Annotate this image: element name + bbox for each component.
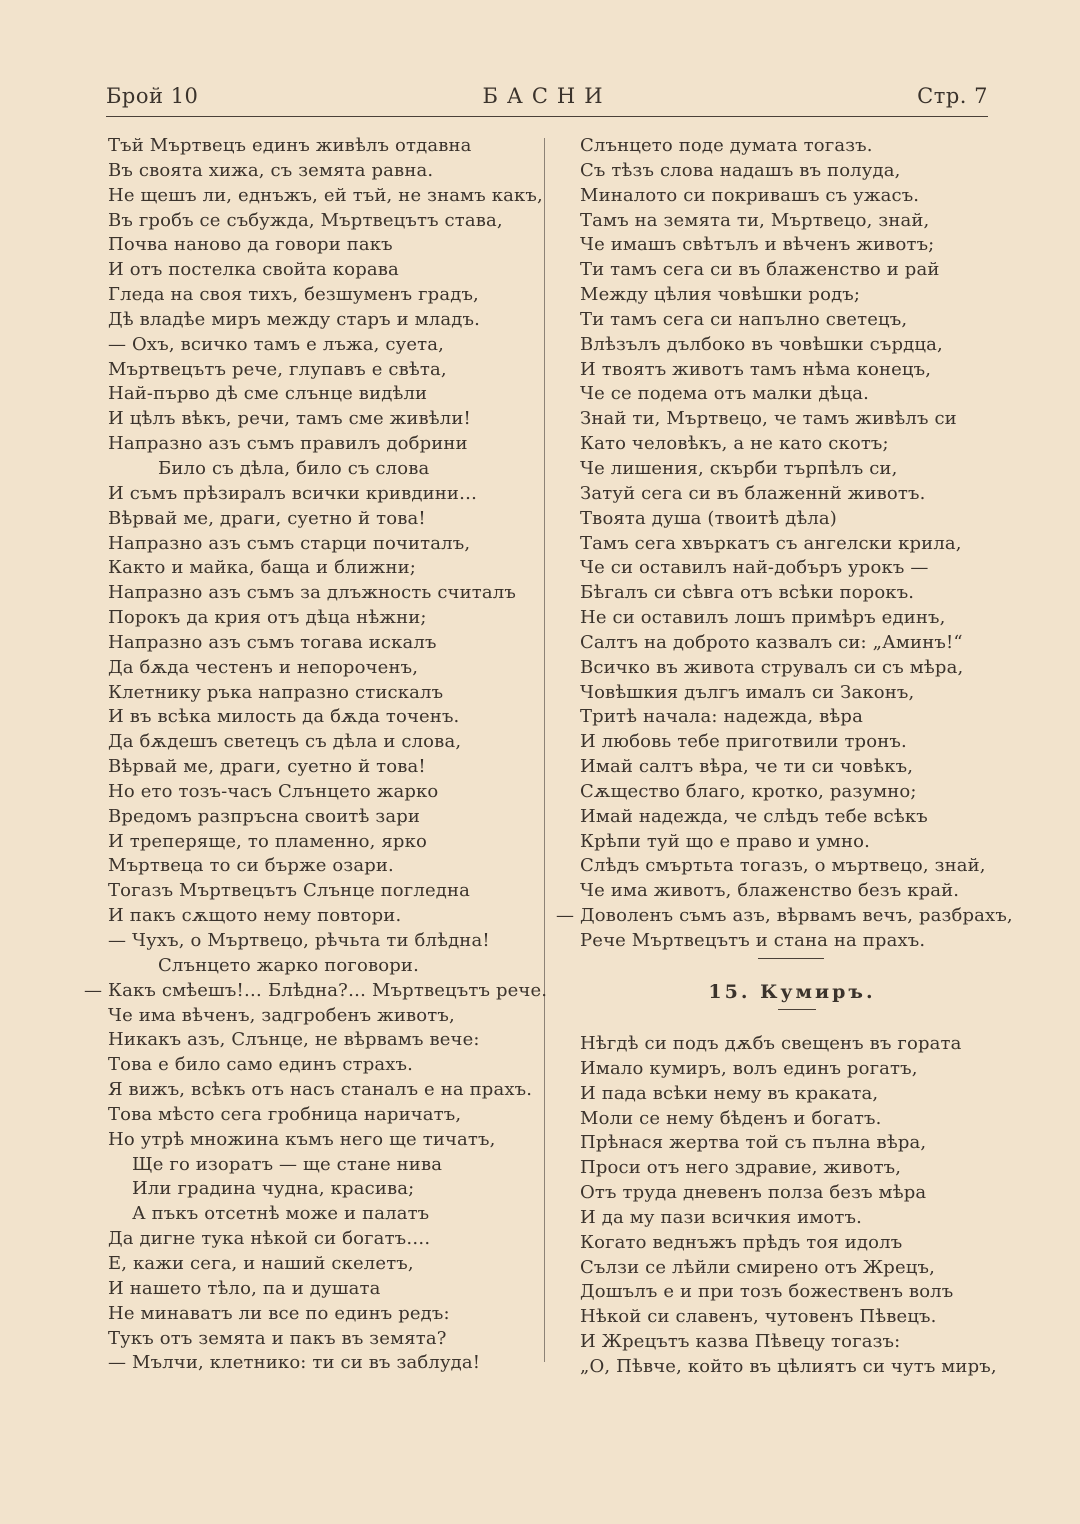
running-title: БАСНИ	[482, 84, 612, 108]
verse-line: Но ето тозъ-часъ Слънцето жарко	[108, 780, 439, 802]
page-header	[106, 82, 988, 117]
verse-line: Съ тѣзъ слова надашъ въ полуда,	[580, 159, 901, 181]
verse-line: Ще го изоратъ — ще стане нива	[132, 1153, 443, 1175]
verse-line: Бѣгалъ си сѣвга отъ всѣки порокъ.	[580, 582, 915, 604]
verse-line: Че си оставилъ най-добъръ урокъ —	[580, 557, 929, 579]
verse-line: И пада всѣки нему въ краката,	[580, 1082, 879, 1104]
verse-line: Слѣдъ смъртьта тогазъ, о мъртвецо, знай,	[580, 855, 986, 877]
verse-line: Както и майка, баща и ближни;	[108, 557, 417, 579]
verse-line: Когато веднъжъ прѣдъ тоя идолъ	[580, 1231, 903, 1253]
verse-line: Гледа на своя тихъ, безшуменъ градъ,	[108, 284, 479, 306]
verse-line: — Доволенъ съмъ азъ, вѣрвамъ вечъ, разбрахъ,	[556, 905, 1013, 927]
verse-line: И цѣлъ вѣкъ, речи, тамъ сме живѣли!	[108, 408, 471, 430]
verse-line: Слънцето поде думата тогазъ.	[580, 135, 873, 156]
right-column-bottom	[556, 1032, 1016, 1380]
verse-line: Влѣзълъ дълбоко въ човѣшки сърдца,	[580, 333, 943, 355]
verse-line: Отъ труда дневенъ полза безъ мѣра	[580, 1182, 927, 1204]
page-number: Стр. 7	[917, 84, 988, 108]
verse-line: Или градина чудна, красива;	[132, 1178, 415, 1200]
verse-line: Мъртвецътъ рече, глупавъ е свѣта,	[108, 358, 447, 380]
verse-line: Между цѣлия човѣшки родъ;	[580, 284, 861, 306]
verse-line: Рече Мъртвецътъ и стана на прахъ.	[580, 930, 926, 951]
verse-line: Да бѫдешъ светецъ съ дѣла и слова,	[108, 731, 462, 753]
verse-line: Че имашъ свѣтълъ и вѣченъ животъ;	[580, 234, 935, 256]
verse-line: Нѣкой си славенъ, чутовенъ Пѣвецъ.	[580, 1306, 937, 1328]
verse-line: Най-първо дѣ сме слънце видѣли	[108, 383, 428, 405]
verse-line: Миналото си покривашъ съ ужасъ.	[580, 184, 920, 206]
verse-line: Имай салтъ вѣра, че ти си човѣкъ,	[580, 756, 914, 778]
verse-line: Тритѣ начала: надежда, вѣра	[580, 706, 863, 728]
verse-line: Прѣнася жертва той съ пълна вѣра,	[580, 1132, 927, 1154]
verse-line: Крѣпи туй що е право и умно.	[580, 830, 870, 852]
verse-line: Че лишения, скърби търпѣлъ си,	[580, 457, 898, 479]
verse-line: Въ своята хижа, съ земята равна.	[108, 159, 434, 181]
verse-line: Тамъ сега хвъркатъ съ ангелски крила,	[580, 532, 962, 554]
verse-line: — Какъ смѣешъ!… Блѣдна?… Мъртвецътъ рече.	[84, 979, 548, 1001]
verse-line: Е, кажи сега, и наший скелетъ,	[108, 1252, 414, 1274]
verse-line: И нашето тѣло, па и душата	[108, 1277, 381, 1299]
verse-line: Като человѣкъ, а не като скотъ;	[580, 433, 889, 455]
left-column	[84, 134, 548, 1376]
ornament-rule	[778, 1009, 816, 1010]
verse-line: Порокъ да крия отъ дѣца нѣжни;	[108, 607, 427, 629]
verse-line: Никакъ азъ, Слънце, не вѣрвамъ вече:	[108, 1029, 480, 1051]
verse-line: Имай надежда, че слѣдъ тебе всѣкъ	[580, 805, 928, 827]
verse-line: Не си оставилъ лошъ примѣръ единъ,	[580, 607, 946, 629]
verse-line: Почва наново да говори пакъ	[108, 234, 393, 256]
verse-line: — Мълчи, клетнико: ти си въ заблуда!	[108, 1352, 481, 1374]
section-heading	[556, 958, 1016, 1010]
verse-line: Тогазъ Мъртвецътъ Слънце погледна	[108, 880, 471, 902]
verse-line: А пъкъ отсетнѣ може и палатъ	[132, 1203, 430, 1225]
verse-line: Клетнику ръка напразно стискалъ	[108, 681, 444, 703]
verse-line: И пакъ сѫщото нему повтори.	[108, 905, 402, 927]
verse-line: Това мѣсто сега гробница наричатъ,	[108, 1103, 462, 1125]
verse-line: Напразно азъ съмъ тогава искалъ	[108, 631, 437, 653]
verse-line: — Охъ, всичко тамъ е лъжа, суета,	[108, 333, 444, 355]
verse-line: Да дигне тука нѣкой си богатъ….	[108, 1228, 431, 1250]
verse-line: Да бѫда честенъ и непороченъ,	[108, 656, 419, 678]
verse-line: Твоята душа (твоитѣ дѣла)	[580, 507, 837, 529]
verse-line: Че има вѣченъ, задгробенъ животъ,	[108, 1004, 455, 1026]
verse-line: Проси отъ него здравие, животъ,	[580, 1157, 902, 1179]
verse-line: Салтъ на доброто казвалъ си: „Аминъ!“	[580, 631, 963, 653]
section-title: 15. Кумиръ.	[708, 981, 876, 1003]
verse-line: Нѣгдѣ си подъ дѫбъ свещенъ въ гората	[580, 1033, 962, 1054]
verse-line: Имало кумиръ, волъ единъ рогатъ,	[580, 1057, 918, 1079]
verse-line: И въ всѣка милость да бѫда точенъ.	[108, 706, 460, 728]
verse-line: Мъртвеца то си бърже озари.	[108, 855, 394, 877]
verse-line: Не минаватъ ли все по единъ редъ:	[108, 1302, 450, 1324]
verse-line: И треперяще, то пламенно, ярко	[108, 830, 427, 852]
verse-line: Ти тамъ сега си напълно светецъ,	[580, 308, 908, 330]
verse-line: Това е било само единъ страхъ.	[108, 1054, 414, 1076]
verse-line: Тамъ на земята ти, Мъртвецо, знай,	[580, 209, 930, 231]
verse-line: Вѣрвай ме, драги, суетно й това!	[108, 756, 426, 778]
verse-line: — Чухъ, о Мъртвецо, рѣчьта ти блѣдна!	[108, 930, 490, 951]
verse-line: Затуй сега си въ блаженнй животъ.	[580, 482, 926, 504]
issue-number: Брой 10	[106, 84, 199, 108]
verse-line: Тъй Мъртвецъ единъ живѣлъ отдавна	[108, 135, 472, 156]
verse-line: Тукъ отъ земята и пакъ въ земята?	[108, 1327, 447, 1349]
column-divider	[544, 138, 545, 1362]
right-column-top	[556, 134, 1016, 954]
verse-line: Дѣ владѣе миръ между старъ и младъ.	[108, 308, 480, 330]
verse-line: Напразно азъ съмъ старци почиталъ,	[108, 532, 471, 554]
verse-line: И съмъ прѣзиралъ всички кривдини…	[108, 482, 478, 504]
verse-line: И отъ постелка свойта корава	[108, 259, 399, 281]
verse-line: Напразно азъ съмъ правилъ добрини	[108, 433, 468, 455]
verse-line: Било съ дѣла, било съ слова	[158, 457, 430, 479]
verse-line: И любовь тебе приготвили тронъ.	[580, 731, 907, 753]
verse-line: Сѫщество благо, кротко, разумно;	[580, 780, 917, 802]
verse-line: Вѣрвай ме, драги, суетно й това!	[108, 507, 426, 529]
verse-line: Но утрѣ множина къмъ него ще тичатъ,	[108, 1128, 496, 1150]
verse-line: Слънцето жарко поговори.	[158, 954, 419, 976]
verse-line: Я вижъ, всѣкъ отъ насъ станалъ е на прахъ.	[108, 1079, 533, 1101]
ornament-rule	[758, 958, 824, 959]
verse-line: Напразно азъ съмъ за длъжность считалъ	[108, 582, 516, 604]
verse-line: Сълзи се лѣйли смирено отъ Жрецъ,	[580, 1256, 935, 1278]
verse-line: Ти тамъ сега си въ блаженство и рай	[580, 259, 940, 281]
verse-line: „О, Пѣвче, който въ цѣлиятъ си чутъ миръ,	[580, 1355, 997, 1377]
verse-line: Че има животъ, блаженство безъ край.	[580, 880, 960, 902]
verse-line: И да му пази всичкия имотъ.	[580, 1206, 862, 1228]
verse-line: Не щешъ ли, еднъжъ, ей тъй, не знамъ какъ,	[108, 184, 543, 206]
verse-line: Вредомъ разпръсна своитѣ зари	[108, 805, 421, 827]
verse-line: Че се подема отъ малки дѣца.	[580, 383, 870, 405]
verse-line: Всичко въ живота струвалъ си съ мѣра,	[580, 656, 964, 678]
verse-line: И Жрецътъ казва Пѣвецу тогазъ:	[580, 1331, 901, 1353]
verse-line: Човѣшкия дългъ ималъ си Законъ,	[580, 681, 915, 703]
verse-line: Въ гробъ се събужда, Мъртвецътъ става,	[108, 209, 503, 231]
verse-line: Дошълъ е и при тозъ божественъ волъ	[580, 1281, 954, 1303]
verse-line: Знай ти, Мъртвецо, че тамъ живѣлъ си	[580, 408, 957, 430]
verse-line: И твоятъ животъ тамъ нѣма конецъ,	[580, 358, 932, 380]
verse-line: Моли се нему бѣденъ и богатъ.	[580, 1107, 882, 1129]
